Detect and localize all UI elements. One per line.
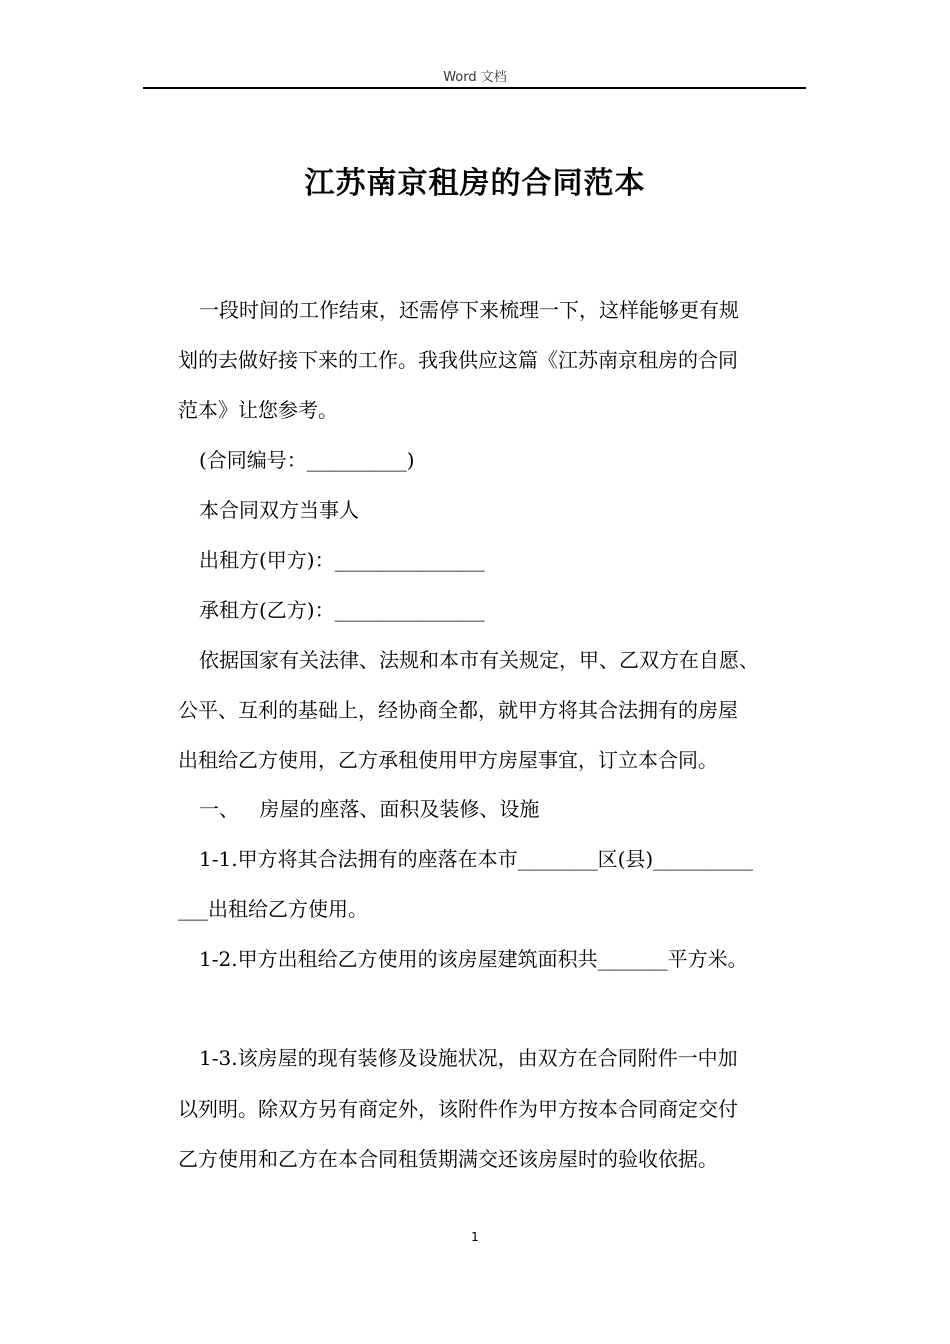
paragraph-line: 出租方(甲方)：_______________	[199, 548, 485, 572]
paragraph-line: 依据国家有关法律、法规和本市有关规定，甲、乙双方在自愿、	[199, 648, 759, 672]
paragraph-line: 公平、互利的基础上，经协商全都，就甲方将其合法拥有的房屋	[178, 698, 738, 722]
page-number: 1	[471, 1230, 479, 1244]
paragraph-line: (合同编号：__________)	[199, 448, 415, 472]
paragraph-line: 划的去做好接下来的工作。我我供应这篇《江苏南京租房的合同	[178, 348, 738, 372]
paragraph-line: ___出租给乙方使用。	[178, 897, 368, 921]
section-heading: 一、 房屋的座落、面积及装修、设施	[199, 797, 540, 821]
paragraph-line: 1-1.甲方将其合法拥有的座落在本市________区(县)__________	[199, 847, 754, 871]
page-header: Word 文档	[443, 70, 507, 85]
paragraph-line: 1-3.该房屋的现有装修及设施状况，由双方在合同附件一中加	[199, 1046, 738, 1070]
paragraph-line: 范本》让您参考。	[178, 398, 338, 422]
paragraph-line: 一段时间的工作结束，还需停下来梳理一下，这样能够更有规	[199, 298, 739, 322]
paragraph-line: 承租方(乙方)：_______________	[199, 598, 485, 622]
header-divider	[143, 87, 806, 89]
paragraph-line: 以列明。除双方另有商定外，该附件作为甲方按本合同商定交付	[178, 1097, 738, 1121]
document-title: 江苏南京租房的合同范本	[304, 166, 646, 201]
paragraph-line: 乙方使用和乙方在本合同租赁期满交还该房屋时的验收依据。	[178, 1147, 718, 1171]
paragraph-line: 1-2.甲方出租给乙方使用的该房屋建筑面积共_______平方米。	[199, 947, 748, 971]
paragraph-line: 本合同双方当事人	[199, 498, 359, 522]
paragraph-line: 出租给乙方使用，乙方承租使用甲方房屋事宜，订立本合同。	[178, 748, 718, 772]
